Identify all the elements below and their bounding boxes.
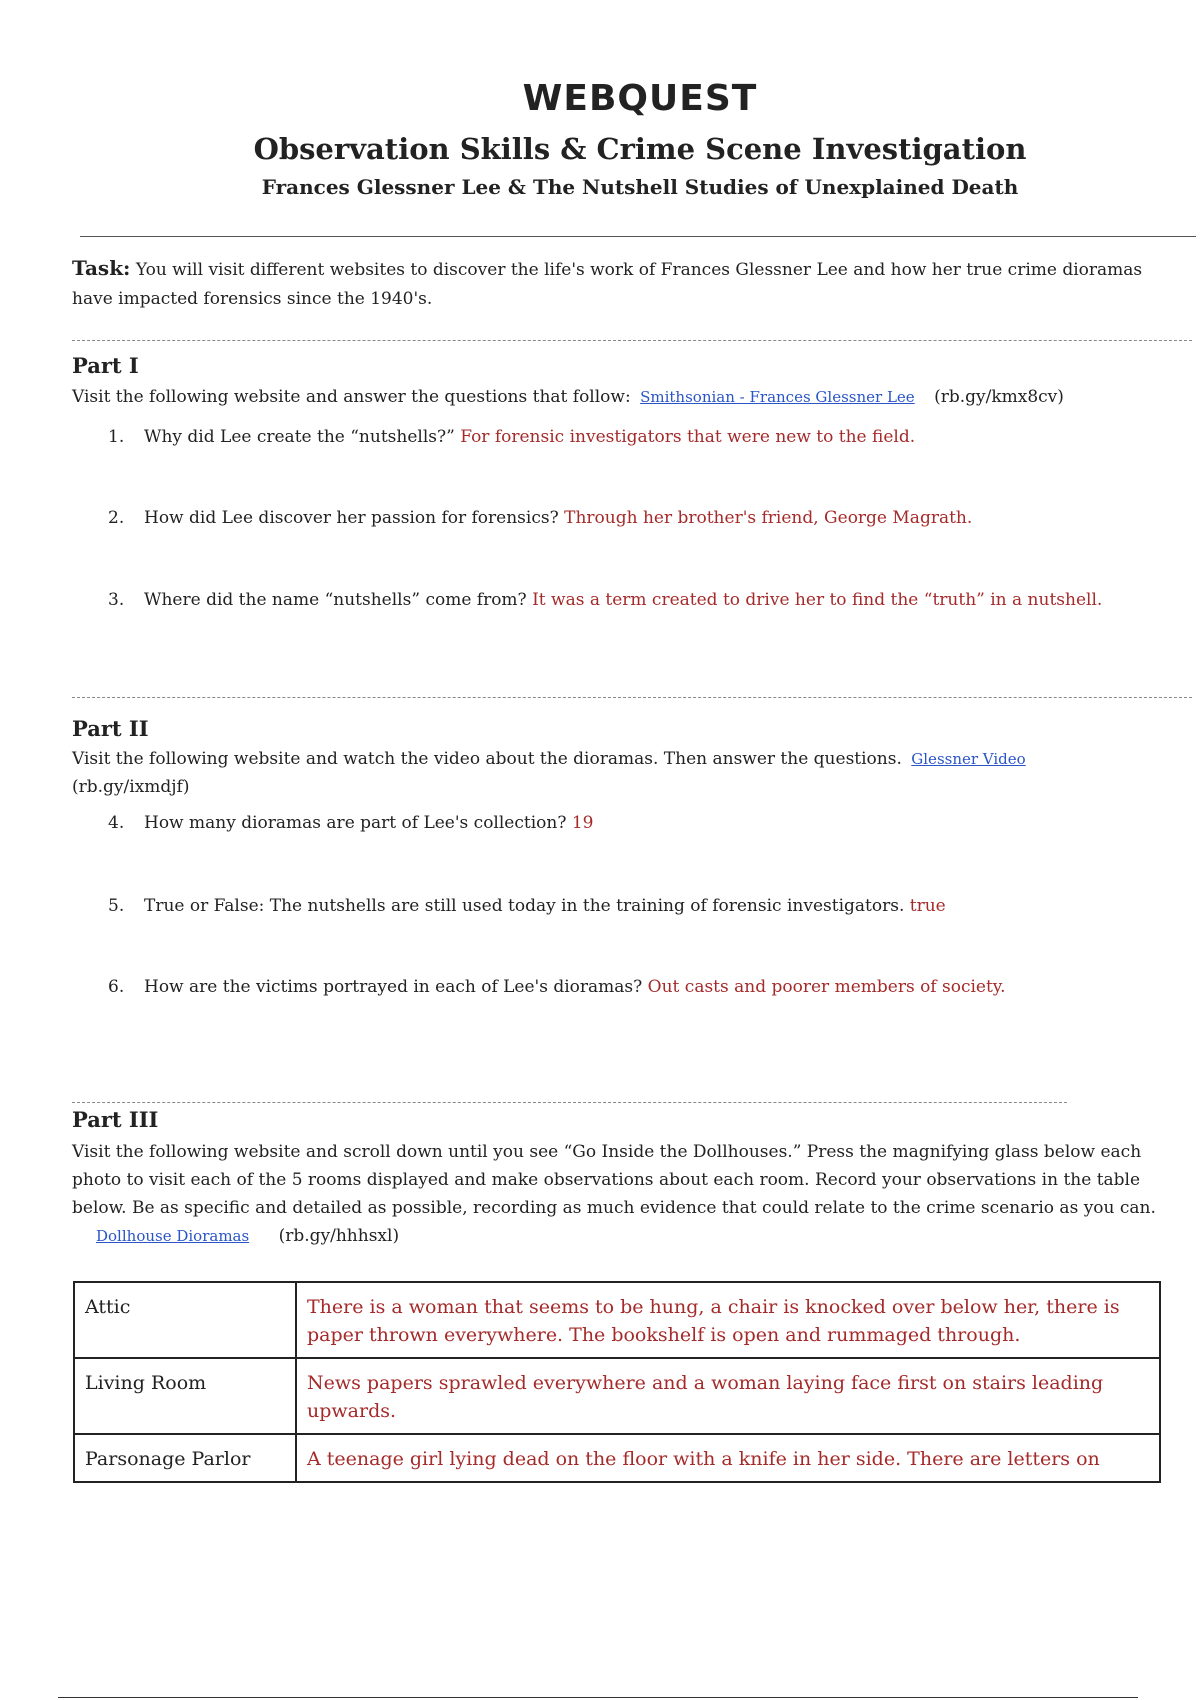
question-number: 1. (108, 427, 125, 447)
room-name: Living Room (74, 1358, 296, 1434)
task-label: Task: (72, 256, 131, 280)
question-text: Where did the name “nutshells” come from? (144, 590, 527, 610)
question-text: How did Lee discover her passion for forensics? (144, 508, 559, 528)
header-divider (80, 236, 1196, 237)
question-number: 4. (108, 813, 125, 833)
answer-text: true (909, 896, 946, 916)
part1-heading: Part I (72, 353, 139, 378)
part1-intro (72, 383, 1177, 411)
room-observation: There is a woman that seems to be hung, a chair is knocked over below her, there is paper thrown everywhere. The bookshelf is open and rummaged through. (296, 1282, 1160, 1358)
page-subtitle-secondary: Frances Glessner Lee & The Nutshell Studies of Unexplained Death (261, 175, 1019, 199)
question-number: 2. (108, 508, 125, 528)
section-divider (72, 697, 1192, 698)
question-6 (108, 974, 1188, 1000)
table-row (74, 1358, 1160, 1434)
room-name: Parsonage Parlor (74, 1434, 296, 1482)
task-paragraph (72, 254, 1172, 314)
part3-intro-text: Visit the following website and scroll down until you see “Go Inside the Dollhouses.” Press the magnifying glass below each photo to visit each of the 5 rooms displayed and make observations about each room. Record your observations in the table below. Be as specific and detailed as possible, recording as much evidence that could relate to the crime scenario as you can. (72, 1142, 1156, 1218)
part3-short-url: (rb.gy/hhhsxl) (278, 1226, 400, 1246)
question-text: Why did Lee create the “nutshells?” (144, 427, 455, 447)
dollhouse-dioramas-link[interactable]: Dollhouse Dioramas (96, 1227, 250, 1245)
observation-table (73, 1281, 1161, 1483)
question-1 (108, 424, 1188, 450)
answer-text: Through her brother's friend, George Magrath. (564, 508, 973, 528)
section-divider (72, 1102, 1067, 1103)
question-3 (108, 587, 1188, 613)
smithsonian-link[interactable]: Smithsonian - Frances Glessner Lee (640, 388, 915, 406)
question-text: True or False: The nutshells are still used today in the training of forensic investigators. (144, 896, 905, 916)
part1-intro-text: Visit the following website and answer the questions that follow: (72, 387, 631, 407)
question-text: How many dioramas are part of Lee's collection? (144, 813, 567, 833)
part2-intro-text: Visit the following website and watch the video about the dioramas. Then answer the questions. (72, 749, 902, 769)
question-5 (108, 893, 1188, 919)
footer-divider (58, 1697, 1138, 1698)
question-number: 6. (108, 977, 125, 997)
part3-heading: Part III (72, 1107, 159, 1132)
table-row (74, 1282, 1160, 1358)
part1-short-url: (rb.gy/kmx8cv) (934, 387, 1064, 407)
task-text: You will visit different websites to discover the life's work of Frances Glessner Lee and how her true crime dioramas have impacted forensics since the 1940's. (72, 260, 1143, 309)
question-number: 5. (108, 896, 125, 916)
part3-intro (72, 1138, 1177, 1250)
question-number: 3. (108, 590, 125, 610)
room-observation: News papers sprawled everywhere and a woman laying face first on stairs leading upwards. (296, 1358, 1160, 1434)
table-row (74, 1434, 1160, 1482)
part2-short-url: (rb.gy/ixmdjf) (72, 777, 190, 797)
page-title: WEBQUEST (522, 78, 758, 119)
page-subtitle: Observation Skills & Crime Scene Investigation (253, 132, 1027, 166)
part2-heading: Part II (72, 716, 149, 741)
answer-text: It was a term created to drive her to find the “truth” in a nutshell. (532, 590, 1103, 610)
room-observation: A teenage girl lying dead on the floor with a knife in her side. There are letters on (296, 1434, 1160, 1482)
answer-text: For forensic investigators that were new to the field. (460, 427, 916, 447)
section-divider (72, 340, 1192, 341)
question-4 (108, 810, 1188, 836)
answer-text: Out casts and poorer members of society. (647, 977, 1006, 997)
answer-text: 19 (571, 813, 594, 833)
question-text: How are the victims portrayed in each of Lee's dioramas? (144, 977, 643, 997)
glessner-video-link[interactable]: Glessner Video (911, 750, 1026, 768)
part2-intro (72, 745, 1177, 801)
room-name: Attic (74, 1282, 296, 1358)
question-2 (108, 505, 1188, 531)
